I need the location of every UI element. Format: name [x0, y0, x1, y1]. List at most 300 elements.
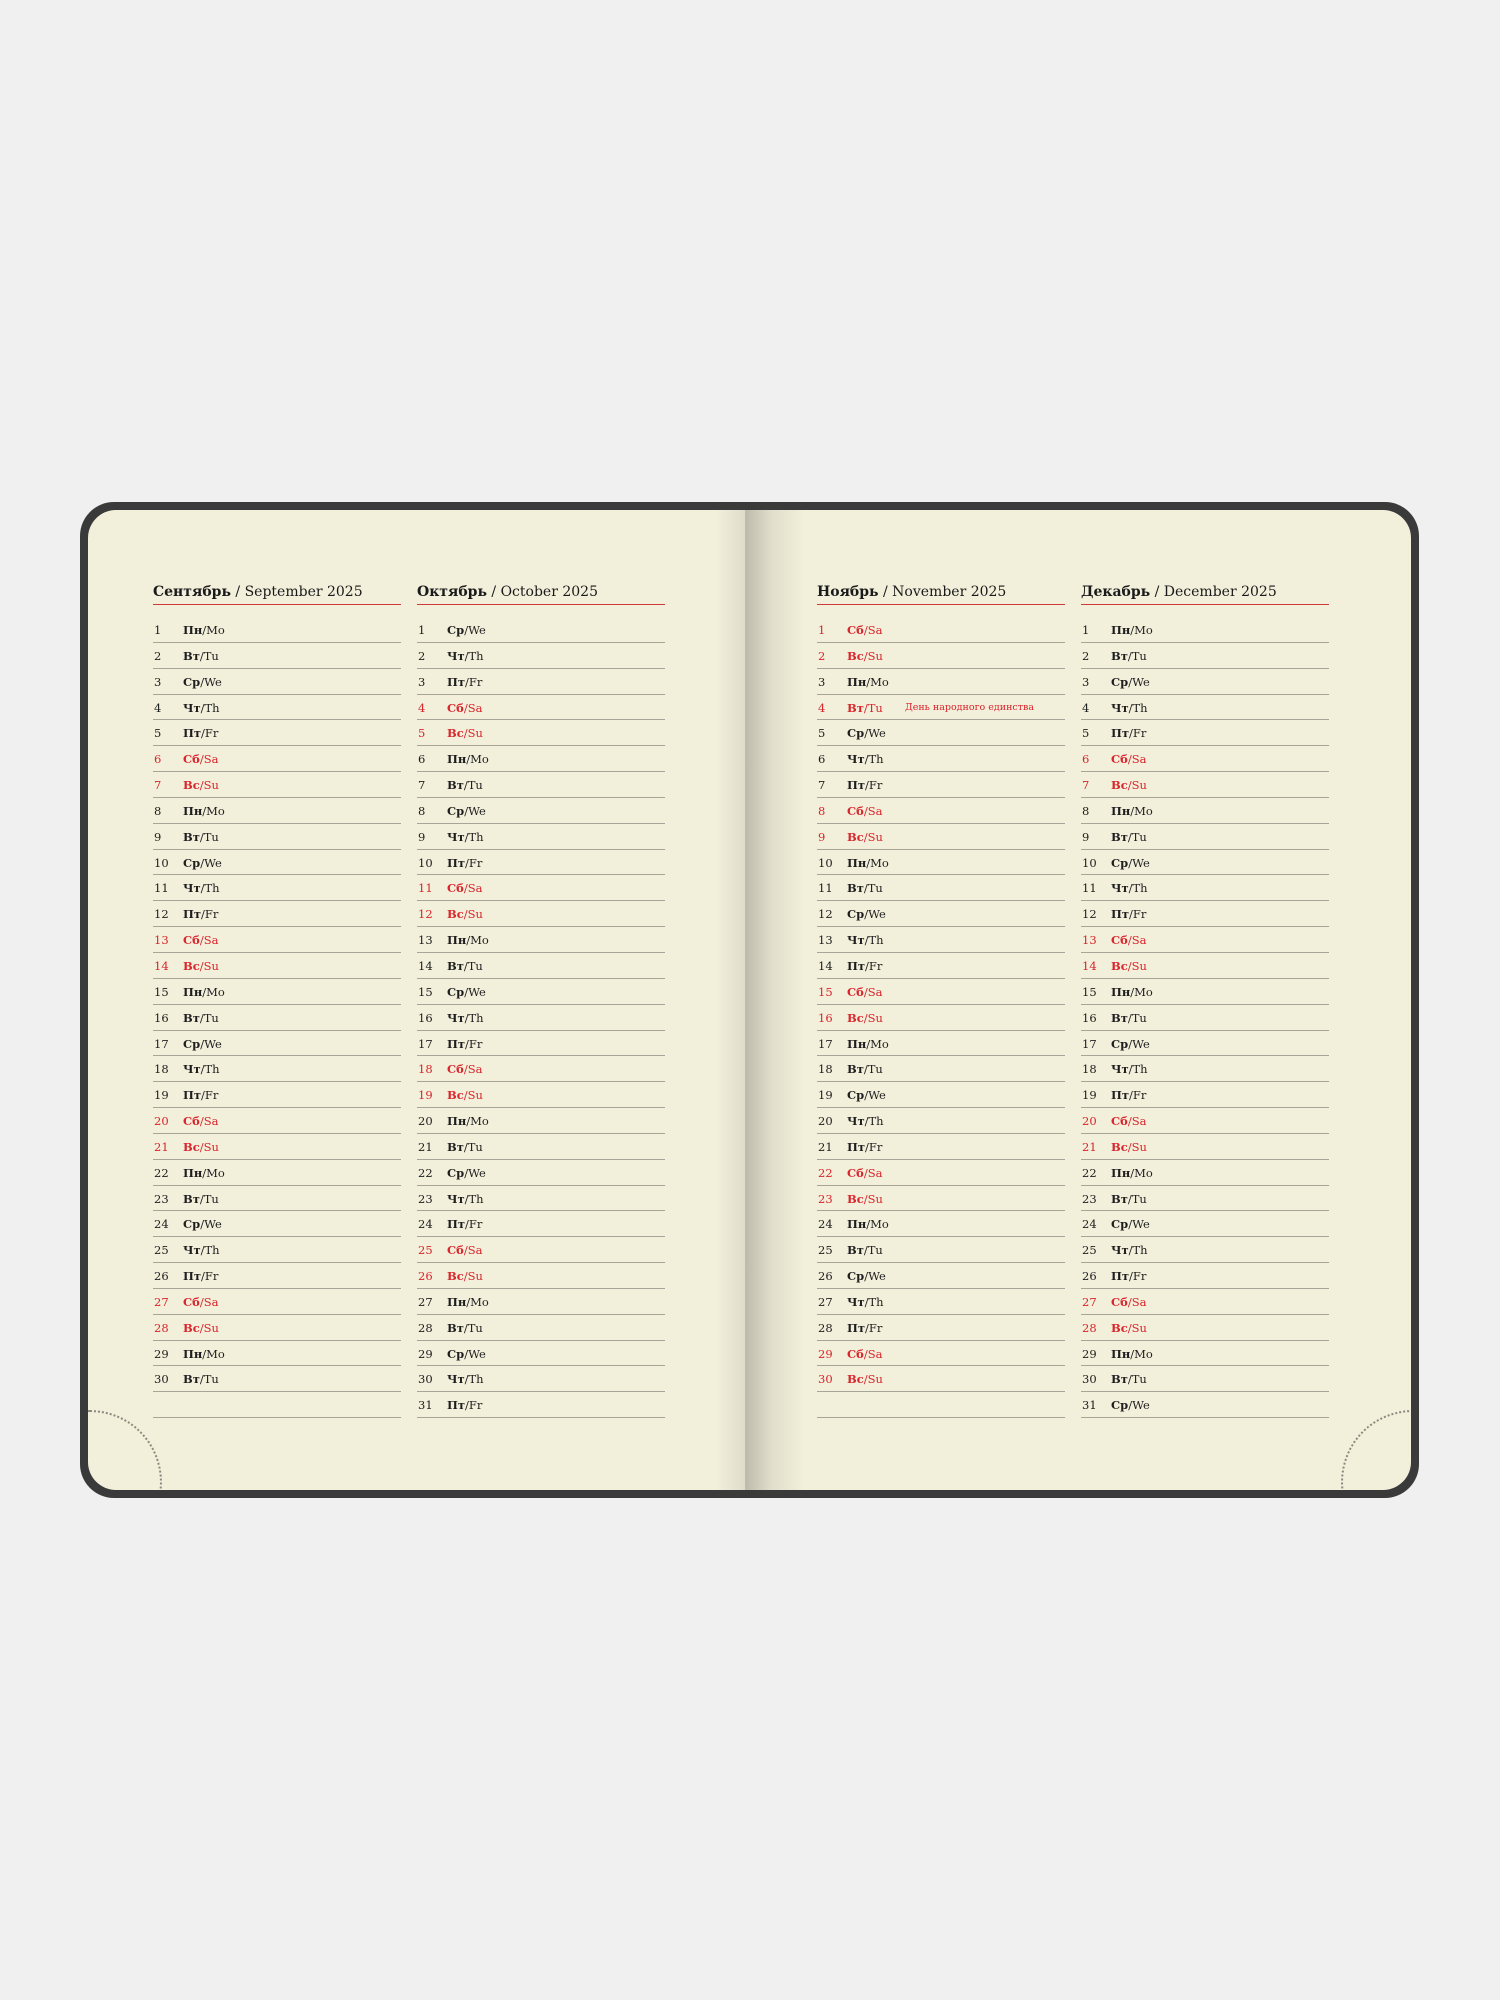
weekday-en: /Tu — [1127, 829, 1147, 844]
weekday-en: /Th — [464, 1372, 484, 1387]
weekday-ru: Ср — [183, 674, 201, 689]
weekday-ru: Сб — [183, 752, 200, 767]
day-weekday — [1111, 675, 1150, 689]
day-number: 9 — [1082, 829, 1090, 844]
day-row — [1081, 927, 1329, 953]
day-number: 7 — [1082, 778, 1090, 793]
month-name-en: October 2025 — [500, 584, 598, 600]
month-title — [1081, 582, 1329, 605]
day-weekday — [847, 1321, 882, 1335]
day-weekday — [183, 623, 225, 637]
day-number: 23 — [818, 1191, 833, 1206]
day-row — [817, 850, 1065, 876]
weekday-ru: Вт — [183, 829, 200, 844]
weekday-ru: Вс — [847, 1372, 864, 1387]
day-row — [153, 1134, 401, 1160]
day-row — [817, 1211, 1065, 1237]
weekday-ru: Сб — [183, 933, 200, 948]
day-weekday — [447, 1011, 484, 1025]
weekday-en: /Th — [864, 1114, 884, 1129]
weekday-ru: Сб — [847, 803, 864, 818]
day-number: 4 — [154, 700, 162, 715]
day-number: 6 — [818, 752, 826, 767]
day-number: 4 — [1082, 700, 1090, 715]
day-number: 14 — [418, 958, 433, 973]
weekday-en: /We — [200, 674, 222, 689]
day-weekday — [447, 881, 482, 895]
day-row — [417, 1005, 665, 1031]
day-number: 11 — [418, 881, 433, 896]
day-number: 8 — [1082, 803, 1090, 818]
day-weekday — [1111, 1062, 1148, 1076]
weekday-ru: Сб — [847, 623, 864, 637]
weekday-en: /Th — [200, 700, 220, 715]
day-number: 18 — [154, 1062, 169, 1077]
day-weekday — [847, 1011, 883, 1025]
day-row — [1081, 695, 1329, 721]
weekday-en: /Tu — [863, 881, 883, 896]
day-row — [417, 1056, 665, 1082]
day-weekday — [183, 1166, 225, 1180]
weekday-ru: Ср — [447, 984, 465, 999]
weekday-en: /Sa — [863, 803, 883, 818]
day-row — [1081, 669, 1329, 695]
weekday-ru: Чт — [447, 1010, 465, 1025]
day-weekday — [183, 1062, 220, 1076]
weekday-en: /Fr — [201, 1269, 219, 1284]
weekday-en: /Th — [1128, 881, 1148, 896]
weekday-en: /Sa — [1127, 933, 1147, 948]
day-number: 12 — [818, 907, 833, 922]
weekday-ru: Вт — [183, 1372, 200, 1387]
day-number: 30 — [1082, 1372, 1097, 1387]
weekday-en: /Fr — [465, 1036, 483, 1051]
day-number: 6 — [154, 752, 162, 767]
month-november — [817, 582, 1065, 1418]
weekday-ru: Пн — [447, 1294, 467, 1309]
weekday-ru: Ср — [183, 855, 201, 870]
weekday-ru: Сб — [1111, 933, 1128, 948]
weekday-en: /Mo — [466, 933, 489, 948]
day-row — [1081, 1108, 1329, 1134]
weekday-ru: Вс — [447, 726, 464, 741]
day-number: 28 — [418, 1320, 433, 1335]
day-weekday — [847, 1062, 883, 1076]
weekday-en: /Su — [863, 1191, 883, 1206]
weekday-en: /Th — [864, 933, 884, 948]
weekday-en: /Su — [463, 907, 483, 922]
day-row — [817, 1005, 1065, 1031]
weekday-en: /Tu — [199, 829, 219, 844]
day-number: 26 — [154, 1269, 169, 1284]
day-weekday — [847, 701, 883, 715]
weekday-ru: Чт — [1111, 881, 1129, 896]
day-row — [417, 979, 665, 1005]
month-name-ru: Сентябрь — [153, 584, 231, 600]
day-number: 11 — [818, 881, 833, 896]
weekday-en: /Su — [1127, 958, 1147, 973]
weekday-ru: Вс — [447, 1269, 464, 1284]
weekday-en: /Mo — [866, 1036, 889, 1051]
day-row — [153, 979, 401, 1005]
day-weekday — [847, 726, 886, 740]
weekday-en: /Fr — [201, 907, 219, 922]
weekday-en: /Su — [463, 726, 483, 741]
day-list — [817, 617, 1065, 1418]
day-row — [417, 1134, 665, 1160]
day-weekday — [447, 1347, 486, 1361]
weekday-ru: Пн — [447, 752, 467, 767]
day-weekday — [183, 649, 219, 663]
day-row — [817, 617, 1065, 643]
weekday-ru: Пт — [447, 674, 465, 689]
weekday-ru: Пн — [183, 623, 203, 637]
month-name-en: December 2025 — [1163, 584, 1277, 600]
day-number: 10 — [154, 855, 169, 870]
weekday-ru: Сб — [1111, 1114, 1128, 1129]
day-number: 13 — [418, 933, 433, 948]
day-row — [1081, 1082, 1329, 1108]
day-row — [153, 1082, 401, 1108]
day-number: 22 — [818, 1165, 833, 1180]
corner-dotted-arc — [1341, 1410, 1411, 1490]
day-row — [1081, 1315, 1329, 1341]
day-weekday — [847, 1217, 889, 1231]
weekday-ru: Пт — [1111, 907, 1129, 922]
month-separator: / — [878, 584, 893, 600]
day-weekday — [847, 1192, 883, 1206]
weekday-ru: Чт — [183, 1243, 201, 1258]
day-number: 2 — [818, 648, 826, 663]
day-number: 22 — [1082, 1165, 1097, 1180]
day-row — [417, 1211, 665, 1237]
day-weekday — [1111, 1037, 1150, 1051]
day-row — [1081, 953, 1329, 979]
weekday-ru: Вс — [847, 648, 864, 663]
day-number: 27 — [1082, 1294, 1097, 1309]
day-weekday — [447, 1372, 484, 1386]
weekday-en: /Fr — [465, 855, 483, 870]
day-weekday — [847, 649, 883, 663]
weekday-ru: Пт — [1111, 1269, 1129, 1284]
weekday-ru: Чт — [447, 648, 465, 663]
day-number: 31 — [418, 1398, 433, 1413]
day-weekday — [1111, 959, 1147, 973]
day-list — [153, 617, 401, 1418]
day-weekday — [447, 1192, 484, 1206]
day-row — [1081, 1160, 1329, 1186]
weekday-ru: Сб — [1111, 752, 1128, 767]
day-row — [153, 901, 401, 927]
weekday-ru: Сб — [847, 984, 864, 999]
weekday-ru: Чт — [847, 752, 865, 767]
day-weekday — [1111, 1217, 1150, 1231]
day-number: 11 — [1082, 881, 1097, 896]
day-weekday — [447, 959, 483, 973]
weekday-en: /Tu — [199, 648, 219, 663]
weekday-ru: Сб — [447, 881, 464, 896]
weekday-ru: Вт — [847, 1243, 864, 1258]
day-row — [153, 695, 401, 721]
month-october — [417, 582, 665, 1418]
day-row — [417, 1237, 665, 1263]
weekday-ru: Вт — [183, 1010, 200, 1025]
day-weekday — [183, 752, 218, 766]
day-number: 11 — [154, 881, 169, 896]
day-row — [817, 1341, 1065, 1367]
day-row — [817, 746, 1065, 772]
weekday-ru: Пт — [447, 855, 465, 870]
day-weekday — [447, 907, 483, 921]
day-number: 10 — [818, 855, 833, 870]
day-number: 24 — [818, 1217, 833, 1232]
day-row — [153, 1186, 401, 1212]
day-number: 5 — [418, 726, 426, 741]
day-row — [1081, 1005, 1329, 1031]
day-weekday — [847, 985, 882, 999]
day-number: 5 — [1082, 726, 1090, 741]
day-weekday — [447, 752, 489, 766]
day-row — [417, 798, 665, 824]
day-weekday — [1111, 1011, 1147, 1025]
weekday-en: /Th — [200, 881, 220, 896]
weekday-en: /Tu — [463, 958, 483, 973]
day-row — [153, 746, 401, 772]
day-number: 17 — [154, 1036, 169, 1051]
weekday-en: /Mo — [466, 1294, 489, 1309]
weekday-en: /Fr — [1129, 726, 1147, 741]
day-number: 18 — [818, 1062, 833, 1077]
day-row — [417, 1315, 665, 1341]
weekday-en: /Mo — [1130, 623, 1153, 637]
day-row — [417, 617, 665, 643]
weekday-en: /Fr — [1129, 1088, 1147, 1103]
day-weekday — [183, 1192, 219, 1206]
day-row — [417, 695, 665, 721]
day-weekday — [847, 675, 889, 689]
weekday-ru: Вт — [447, 1320, 464, 1335]
weekday-en: /Fr — [1129, 1269, 1147, 1284]
day-number: 29 — [418, 1346, 433, 1361]
day-number: 25 — [154, 1243, 169, 1258]
weekday-en: /Sa — [463, 1243, 483, 1258]
day-weekday — [447, 1321, 483, 1335]
day-row — [817, 772, 1065, 798]
day-number: 26 — [818, 1269, 833, 1284]
day-number: 19 — [1082, 1088, 1097, 1103]
weekday-ru: Вс — [183, 778, 200, 793]
day-row — [153, 824, 401, 850]
day-number: 30 — [818, 1372, 833, 1387]
day-number: 1 — [154, 623, 162, 637]
day-number: 9 — [818, 829, 826, 844]
weekday-ru: Ср — [447, 1165, 465, 1180]
weekday-en: /Tu — [863, 1243, 883, 1258]
day-number: 7 — [154, 778, 162, 793]
day-weekday — [847, 959, 882, 973]
day-weekday — [183, 1243, 220, 1257]
day-number: 13 — [818, 933, 833, 948]
month-name-ru: Декабрь — [1081, 584, 1151, 600]
day-row — [817, 875, 1065, 901]
day-row — [817, 1056, 1065, 1082]
weekday-en: /We — [200, 855, 222, 870]
day-row — [153, 1056, 401, 1082]
weekday-en: /Su — [1127, 1320, 1147, 1335]
day-number: 29 — [154, 1346, 169, 1361]
day-number: 13 — [154, 933, 169, 948]
day-number: 29 — [1082, 1346, 1097, 1361]
day-row — [153, 720, 401, 746]
month-december — [1081, 582, 1329, 1418]
day-row — [417, 1031, 665, 1057]
day-weekday — [847, 881, 883, 895]
day-number: 27 — [154, 1294, 169, 1309]
weekday-ru: Пн — [847, 674, 867, 689]
day-weekday — [447, 1398, 482, 1412]
day-number: 1 — [1082, 623, 1090, 637]
weekday-en: /We — [1128, 1398, 1150, 1413]
weekday-ru: Вт — [1111, 1010, 1128, 1025]
day-row — [817, 927, 1065, 953]
day-weekday — [183, 1088, 218, 1102]
day-number: 12 — [154, 907, 169, 922]
weekday-ru: Чт — [847, 1294, 865, 1309]
day-row — [417, 875, 665, 901]
day-number: 1 — [818, 623, 826, 637]
weekday-ru: Вс — [447, 907, 464, 922]
day-row — [417, 850, 665, 876]
day-row — [817, 1289, 1065, 1315]
weekday-ru: Вс — [183, 1139, 200, 1154]
day-number: 24 — [418, 1217, 433, 1232]
day-number: 12 — [418, 907, 433, 922]
weekday-en: /Tu — [863, 700, 883, 715]
weekday-en: /Fr — [865, 1139, 883, 1154]
weekday-ru: Пн — [183, 803, 203, 818]
weekday-en: /Tu — [1127, 1191, 1147, 1206]
day-number: 3 — [1082, 674, 1090, 689]
month-title — [417, 582, 665, 605]
day-row — [153, 850, 401, 876]
weekday-en: /Mo — [466, 1114, 489, 1129]
day-number: 24 — [154, 1217, 169, 1232]
day-row — [153, 1108, 401, 1134]
weekday-en: /We — [864, 907, 886, 922]
day-row — [817, 979, 1065, 1005]
weekday-ru: Пт — [183, 1269, 201, 1284]
day-number: 19 — [818, 1088, 833, 1103]
weekday-en: /Mo — [866, 855, 889, 870]
weekday-ru: Сб — [447, 1243, 464, 1258]
weekday-ru: Сб — [847, 1346, 864, 1361]
day-row — [817, 1263, 1065, 1289]
day-weekday — [1111, 701, 1148, 715]
day-number: 28 — [818, 1320, 833, 1335]
day-number: 20 — [818, 1114, 833, 1129]
day-row — [817, 1186, 1065, 1212]
day-weekday — [847, 1347, 882, 1361]
day-number: 28 — [154, 1320, 169, 1335]
day-row — [417, 1341, 665, 1367]
month-name-ru: Ноябрь — [817, 584, 879, 600]
weekday-ru: Вс — [183, 958, 200, 973]
weekday-ru: Сб — [1111, 1294, 1128, 1309]
day-number: 23 — [154, 1191, 169, 1206]
day-row — [417, 1289, 665, 1315]
day-weekday — [183, 675, 222, 689]
day-weekday — [847, 1088, 886, 1102]
day-row — [817, 901, 1065, 927]
day-row — [1081, 1031, 1329, 1057]
weekday-en: /Fr — [865, 1320, 883, 1335]
day-number: 23 — [1082, 1191, 1097, 1206]
day-number: 14 — [154, 958, 169, 973]
weekday-en: /We — [1128, 674, 1150, 689]
day-number: 3 — [818, 674, 826, 689]
weekday-en: /Mo — [1130, 1165, 1153, 1180]
day-row — [1081, 746, 1329, 772]
weekday-en: /Sa — [463, 1062, 483, 1077]
day-number: 29 — [818, 1346, 833, 1361]
day-number: 15 — [1082, 984, 1097, 999]
weekday-en: /Mo — [866, 1217, 889, 1232]
day-row — [153, 927, 401, 953]
day-number: 18 — [1082, 1062, 1097, 1077]
day-weekday — [447, 623, 486, 637]
weekday-en: /Mo — [202, 1346, 225, 1361]
day-row — [417, 1263, 665, 1289]
weekday-ru: Пн — [847, 1036, 867, 1051]
day-row — [817, 1315, 1065, 1341]
weekday-en: /Su — [199, 958, 219, 973]
day-number: 3 — [154, 674, 162, 689]
day-weekday — [847, 830, 883, 844]
day-number: 16 — [818, 1010, 833, 1025]
weekday-en: /Fr — [865, 958, 883, 973]
day-weekday — [847, 1295, 884, 1309]
day-number: 28 — [1082, 1320, 1097, 1335]
day-weekday — [1111, 1243, 1148, 1257]
day-row — [817, 1160, 1065, 1186]
day-weekday — [1111, 1347, 1153, 1361]
day-row — [153, 669, 401, 695]
day-weekday — [847, 907, 886, 921]
weekday-ru: Ср — [1111, 674, 1129, 689]
day-number: 2 — [154, 648, 162, 663]
day-number: 10 — [1082, 855, 1097, 870]
weekday-en: /Su — [199, 1139, 219, 1154]
day-row — [417, 901, 665, 927]
day-row — [1081, 1366, 1329, 1392]
day-row — [153, 772, 401, 798]
weekday-en: /We — [864, 726, 886, 741]
weekday-ru: Ср — [847, 726, 865, 741]
weekday-ru: Сб — [447, 700, 464, 715]
day-number: 3 — [418, 674, 426, 689]
day-weekday — [847, 1114, 884, 1128]
day-weekday — [1111, 1114, 1146, 1128]
weekday-ru: Вт — [847, 881, 864, 896]
day-weekday — [447, 1062, 482, 1076]
day-weekday — [447, 1243, 482, 1257]
weekday-ru: Пн — [447, 1114, 467, 1129]
day-row — [817, 643, 1065, 669]
day-weekday — [183, 959, 219, 973]
day-row — [1081, 1134, 1329, 1160]
weekday-en: /Th — [864, 1294, 884, 1309]
weekday-en: /We — [1128, 1036, 1150, 1051]
